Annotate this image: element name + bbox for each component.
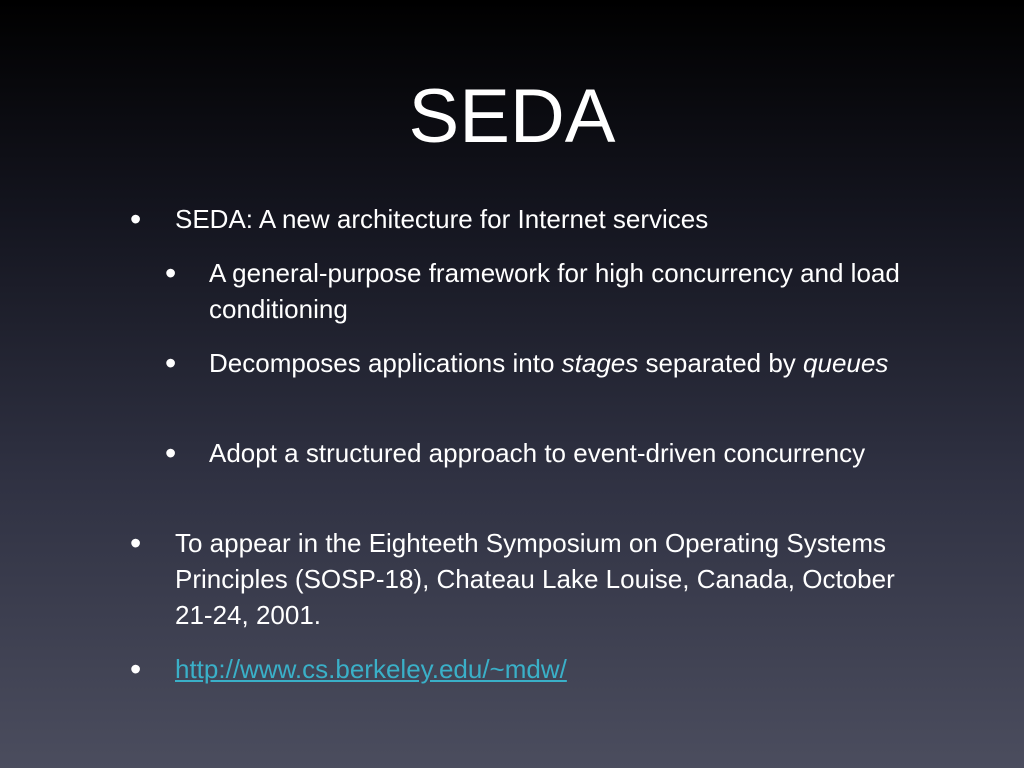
bullet-homepage-link <box>130 651 915 687</box>
bullet-dot: • <box>165 345 177 381</box>
homepage-link[interactable]: http://www.cs.berkeley.edu/~mdw/ <box>175 654 567 684</box>
subbullet-framework <box>165 255 909 327</box>
bullet-dot: • <box>165 255 177 291</box>
bullet-dot: • <box>130 651 142 687</box>
slide-title: SEDA <box>408 74 616 159</box>
bullet-sosp-appearance <box>130 525 915 633</box>
bullet-text: A general-purpose framework for high concurrency and load conditioning <box>209 258 900 324</box>
subbullet-decomposes <box>165 345 909 381</box>
bullet-dot: • <box>130 525 142 561</box>
bullet-dot: • <box>130 201 142 237</box>
bullet-text-part: separated by <box>638 348 804 378</box>
bullet-emphasis-stages: stages <box>561 348 639 378</box>
bullet-seda-architecture <box>130 201 915 237</box>
bullet-dot: • <box>165 435 177 471</box>
bullet-text: To appear in the Eighteeth Symposium on Operating Systems Principles (SOSP-18), Chateau Lake Louise, Canada, October 21-24, 2001. <box>175 528 895 630</box>
bullet-text-part: Decomposes applications into <box>209 348 562 378</box>
bullet-text: SEDA: A new architecture for Internet services <box>175 204 709 234</box>
subbullet-structured-approach <box>165 435 909 471</box>
bullet-text: Adopt a structured approach to event-driven concurrency <box>209 438 866 468</box>
bullet-emphasis-queues: queues <box>803 348 889 378</box>
